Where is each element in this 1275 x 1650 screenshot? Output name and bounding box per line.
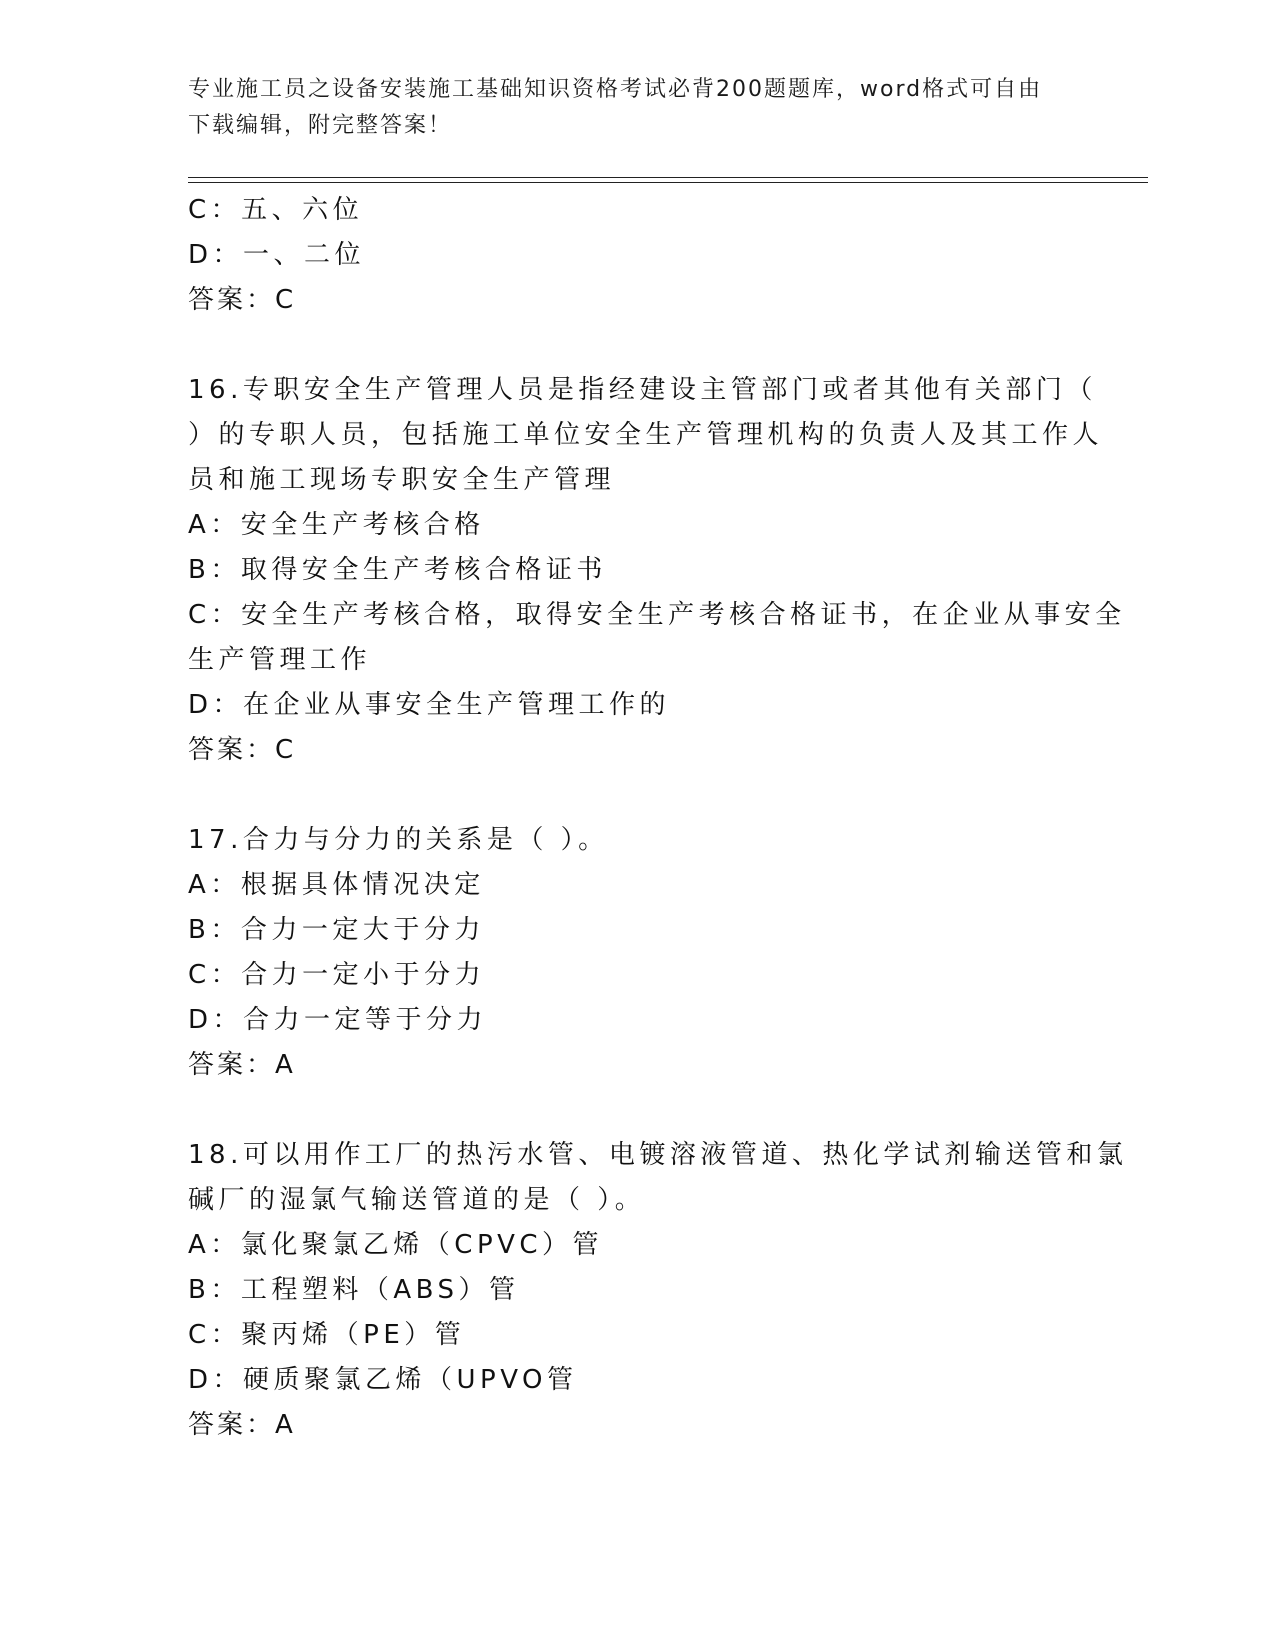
question-list (188, 188, 1128, 1448)
option-d: D：合力一定等于分力 (188, 1005, 488, 1035)
header-line-1: 专业施工员之设备安装施工基础知识资格考试必背200题题库，word格式可自由 (188, 77, 1043, 102)
option-c-continued: 生产管理工作 (188, 645, 372, 675)
header-rule-top (188, 177, 1148, 178)
option-a: A：根据具体情况决定 (188, 870, 485, 900)
question-stem: 16.专职安全生产管理人员是指经建设主管部门或者其他有关部门（ (188, 375, 1097, 405)
question-16 (188, 368, 1126, 773)
answer: 答案：A (188, 1050, 296, 1080)
option-c: C：合力一定小于分力 (188, 960, 486, 990)
answer: 答案：C (188, 735, 297, 765)
question-stem: 员和施工现场专职安全生产管理 (188, 465, 616, 495)
question-15 (188, 188, 1088, 323)
question-17 (188, 818, 1088, 1088)
option-b: B：工程塑料（ABS）管 (188, 1275, 520, 1305)
question-stem: 碱厂的湿氯气输送管道的是（ ）。 (188, 1185, 646, 1215)
question-stem: 18.可以用作工厂的热污水管、电镀溶液管道、热化学试剂输送管和氯 (188, 1140, 1128, 1170)
question-stem: 17.合力与分力的关系是（ ）。 (188, 825, 609, 855)
option-b: B：取得安全生产考核合格证书 (188, 555, 607, 585)
option-c: C：安全生产考核合格，取得安全生产考核合格证书，在企业从事安全 (188, 600, 1126, 630)
option-a: A：安全生产考核合格 (188, 510, 485, 540)
answer: 答案：C (188, 285, 297, 315)
header-rule-bottom (188, 182, 1148, 183)
spacer (188, 1088, 1088, 1133)
option-c: C：聚丙烯（PE）管 (188, 1320, 466, 1350)
option-d: D：在企业从事安全生产管理工作的 (188, 690, 671, 720)
option-d: D：硬质聚氯乙烯（UPVO管 (188, 1365, 578, 1395)
spacer (188, 773, 1088, 818)
question-18 (188, 1133, 1128, 1448)
document-header (188, 72, 1078, 144)
question-stem: ）的专职人员，包括施工单位安全生产管理机构的负责人及其工作人 (188, 420, 1104, 450)
spacer (188, 323, 1088, 368)
option-b: B：合力一定大于分力 (188, 915, 485, 945)
answer: 答案：A (188, 1410, 296, 1440)
option-c: C：五、六位 (188, 195, 364, 225)
option-a: A：氯化聚氯乙烯（CPVC）管 (188, 1230, 604, 1260)
option-d: D：一、二位 (188, 240, 366, 270)
header-line-2: 下载编辑，附完整答案！ (188, 113, 453, 138)
